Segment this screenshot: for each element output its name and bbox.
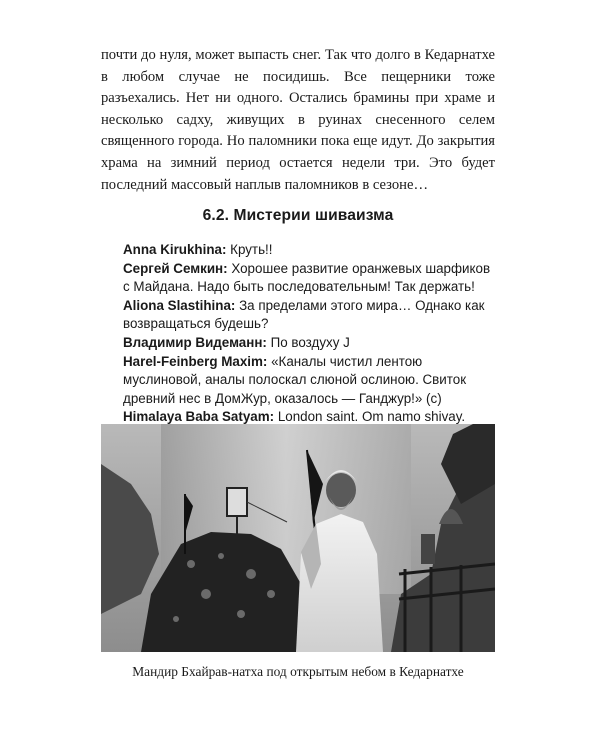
comment-author: Сергей Семкин: xyxy=(123,260,228,276)
comment-item xyxy=(123,334,495,353)
photo-illustration xyxy=(101,424,495,652)
comment-text: За пределами этого мира… Однако как возвращаться будешь? xyxy=(123,297,485,332)
comment-item xyxy=(123,241,495,260)
comment-text: London saint. Om namo shivay. xyxy=(274,409,466,425)
comment-item xyxy=(123,353,495,409)
temple-photo xyxy=(101,424,495,652)
comment-author: Anna Kirukhina: xyxy=(123,242,227,257)
comment-list xyxy=(123,241,495,427)
comment-item xyxy=(123,297,495,334)
icon-frame xyxy=(227,488,247,516)
section-heading: 6.2. Мистерии шиваизма xyxy=(202,207,394,224)
comment-author: Himalaya Baba Satyam: xyxy=(123,409,275,425)
statue xyxy=(421,534,435,564)
comment-item xyxy=(123,260,495,297)
comment-author: Aliona Slastihina: xyxy=(123,297,236,313)
comment-text: «Каналы чистил лентою муслиновой, аналы полоскал слюной ослиною. Свиток древний нес в ДомЖур, оказалось — Ганджур!» (c) xyxy=(123,353,467,406)
body-paragraph: почти до нуля, может выпасть снег. Так что долго в Кедарнатхе в любом случае не посидишь. Все пещерники тоже разъехались. Нет ни одного. Остались брамины при храме и несколько садху, живущих в руинах снесенного селем священного города. Но паломники пока еще идут. До закрытия храма на зимний период остается недели три. Это будет последний массовый наплыв паломников в сезоне… xyxy=(101,47,495,193)
comment-author: Harel-Feinberg Maxim: xyxy=(123,353,268,369)
comment-text: Круть!! xyxy=(226,242,273,257)
photo-caption: Мандир Бхайрав-натха под открытым небом в Кедарнатхе xyxy=(132,664,464,679)
comment-text: Хорошее развитие оранжевых шарфиков с Майдана. Надо быть последовательным! Так держать! xyxy=(123,260,491,295)
comment-author: Владимир Видеманн: xyxy=(123,334,267,350)
sadhu-face xyxy=(326,473,356,507)
comment-text: По воздуху J xyxy=(266,334,350,350)
